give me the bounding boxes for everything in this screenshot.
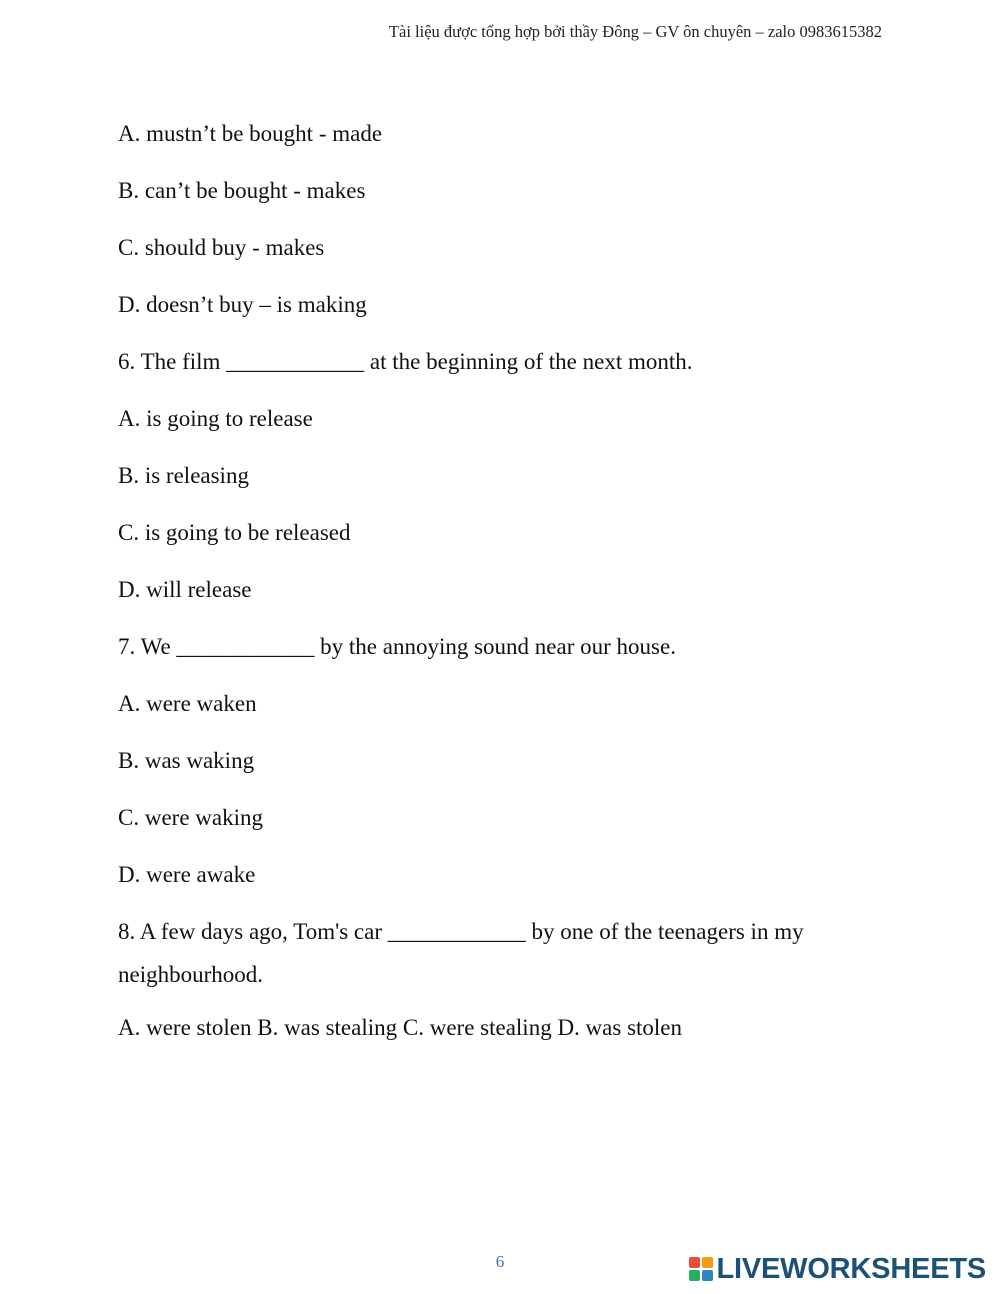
answer-option: B. was waking — [118, 748, 255, 773]
answer-option: D. doesn’t buy – is making — [118, 292, 367, 317]
logo-square — [702, 1270, 713, 1281]
question-6: 6. The film ____________ at the beginning of the next month. — [118, 349, 693, 374]
logo-square — [689, 1257, 700, 1268]
page-header: Tài liệu được tổng hợp bởi thầy Đông – GV ôn chuyên – zalo 0983615382 — [388, 22, 882, 41]
answer-option: A. is going to release — [118, 406, 313, 431]
answer-option: A. were waken — [118, 691, 257, 716]
liveworksheets-brand[interactable] — [689, 1254, 987, 1284]
answer-option: D. will release — [118, 577, 252, 602]
brand-name: LIVEWORKSHEETS — [716, 1253, 986, 1285]
page-number: 6 — [495, 1252, 505, 1271]
answer-option: C. should buy - makes — [118, 235, 325, 260]
answer-option: D. were awake — [118, 862, 256, 887]
worksheet-content — [118, 116, 898, 1067]
answer-option: C. were waking — [118, 805, 263, 830]
answer-option: B. is releasing — [118, 463, 249, 488]
logo-square — [689, 1270, 700, 1281]
answer-option: C. is going to be released — [118, 520, 351, 545]
answer-options-inline: A. were stolen B. was stealing C. were stealing D. was stolen — [118, 1015, 683, 1040]
question-7: 7. We ____________ by the annoying sound near our house. — [118, 634, 676, 659]
logo-square — [702, 1257, 713, 1268]
answer-option: B. can’t be bought - makes — [118, 178, 366, 203]
liveworksheets-logo-icon — [689, 1257, 713, 1281]
answer-option: A. mustn’t be bought - made — [118, 121, 383, 146]
question-8: 8. A few days ago, Tom's car ____________ by one of the teenagers in my neighbourhood. — [118, 919, 804, 987]
